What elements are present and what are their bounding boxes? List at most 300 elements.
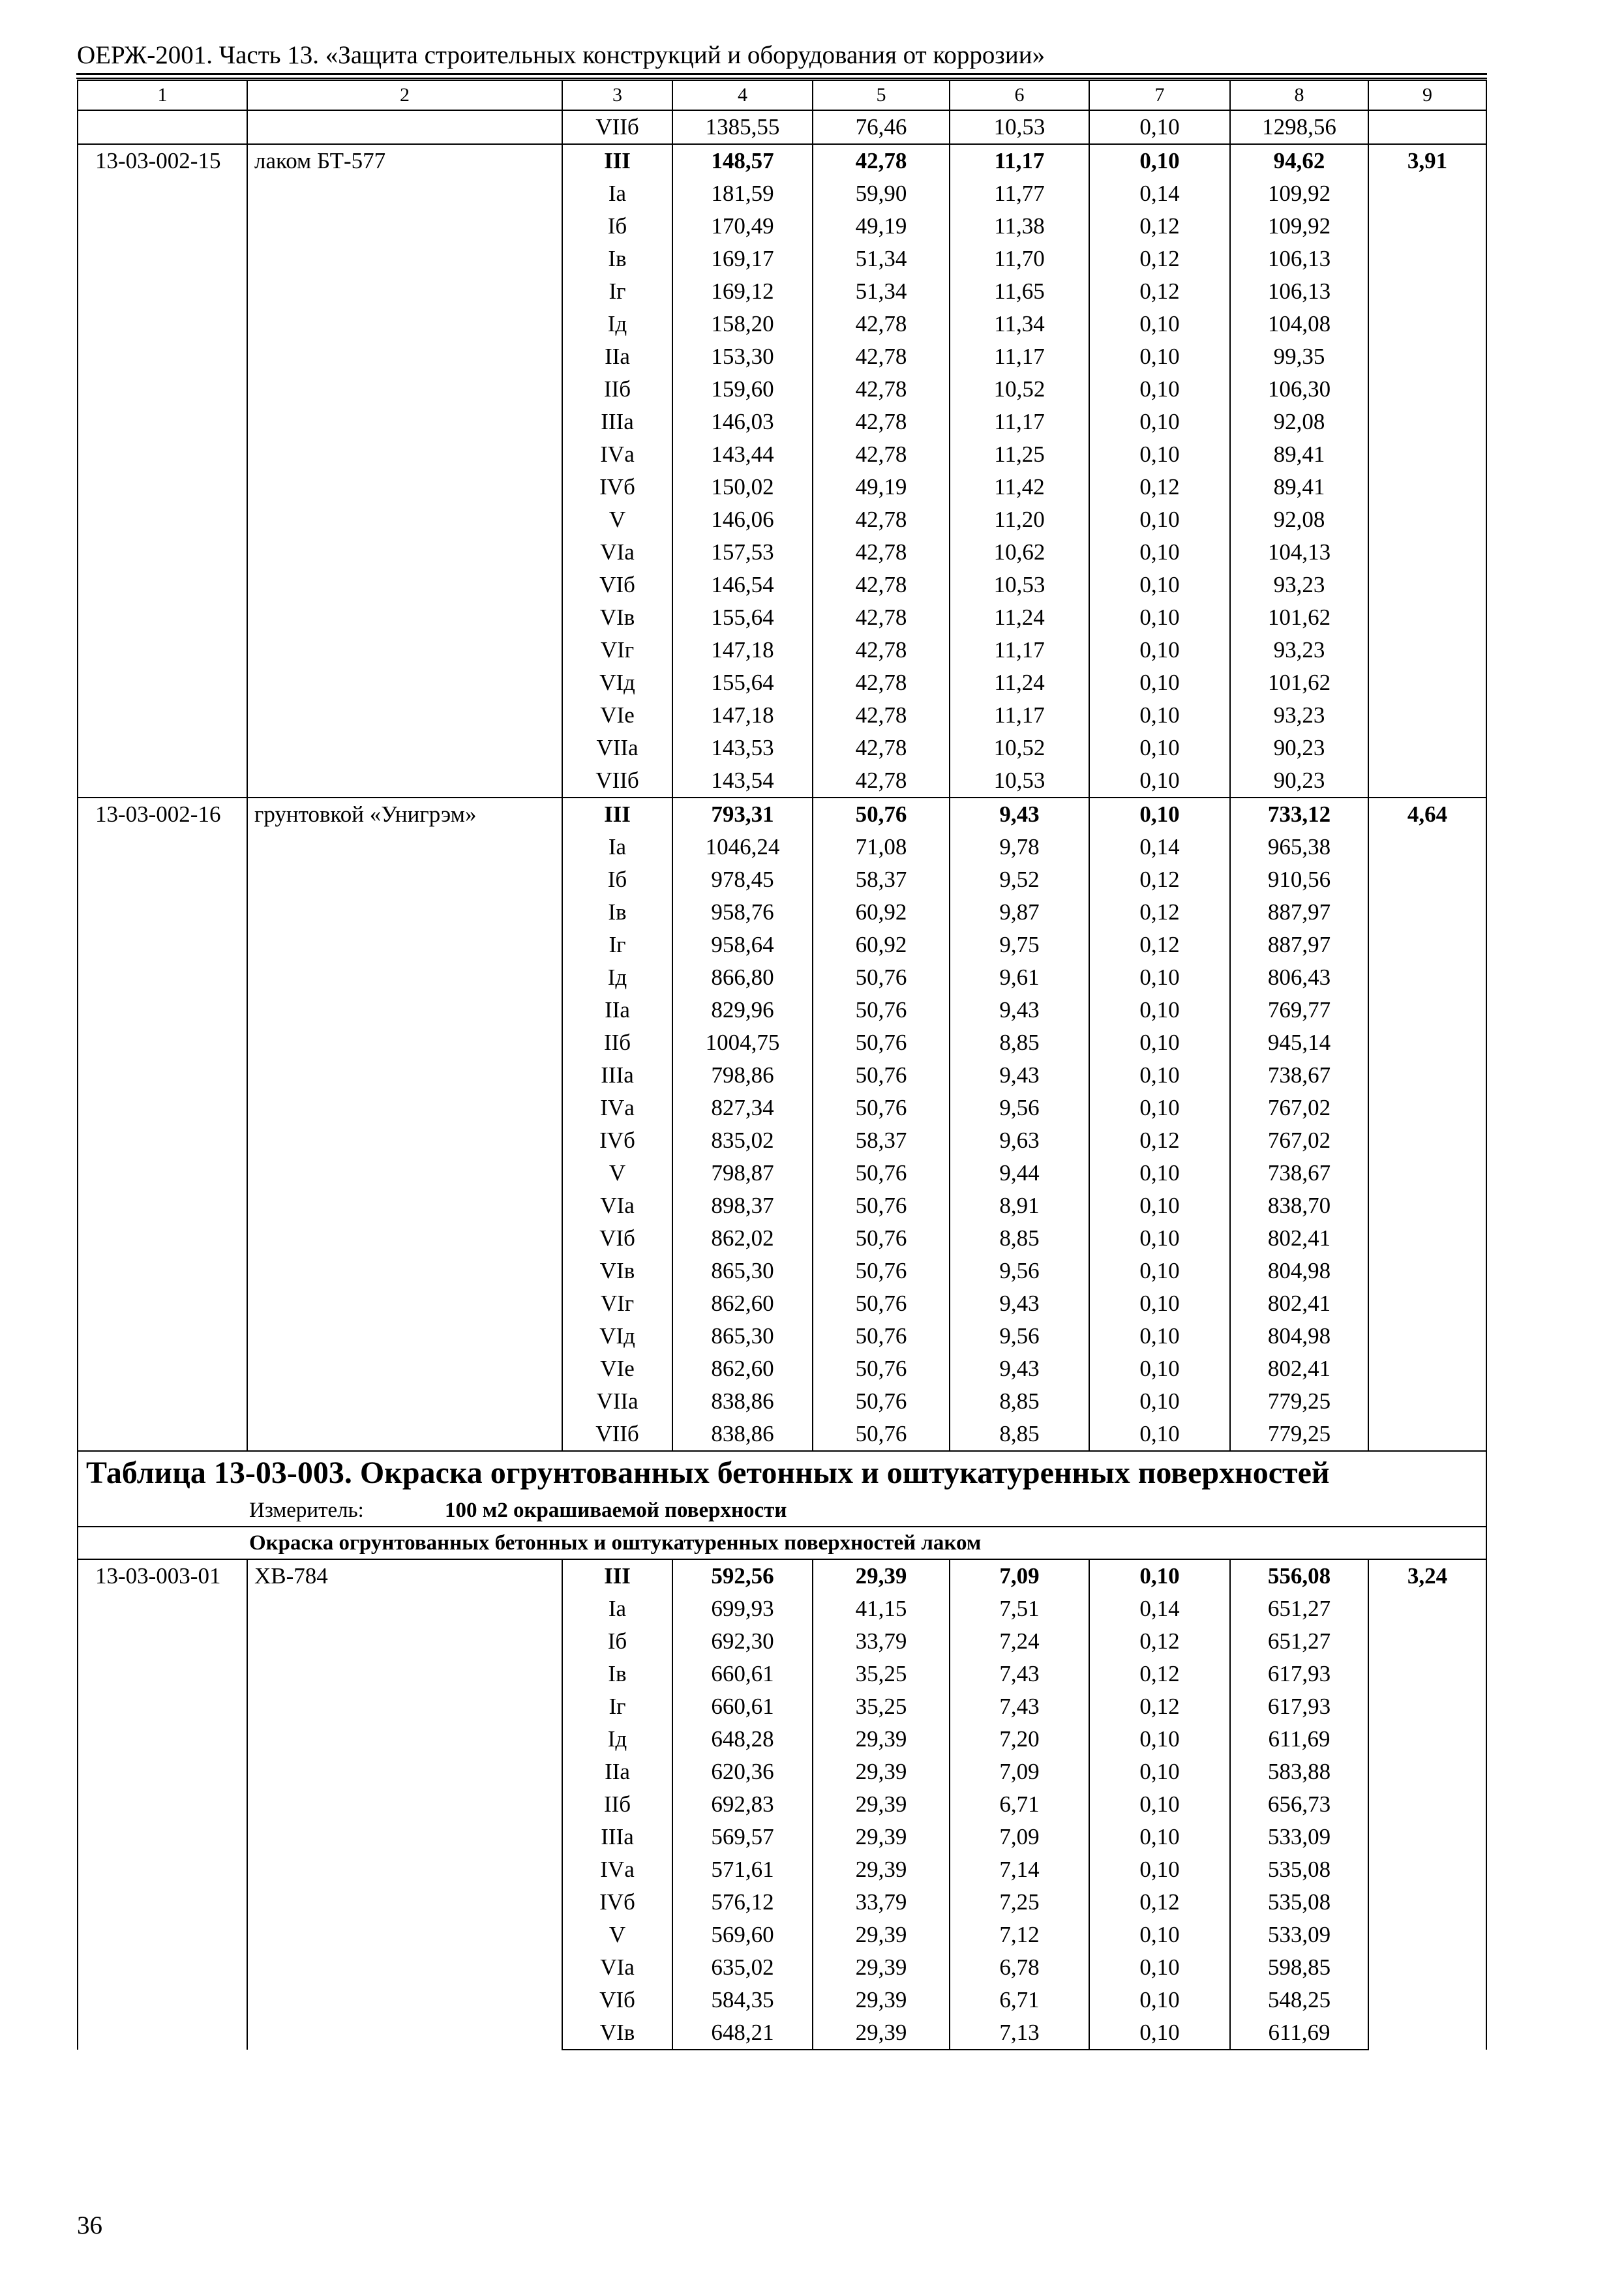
machine-cost: 7,25 xyxy=(950,1886,1089,1919)
machine-cost: 10,53 xyxy=(950,110,1089,144)
wages: 49,19 xyxy=(813,210,950,243)
zone-cell: Iв xyxy=(562,896,672,929)
machinist-wages: 0,10 xyxy=(1089,1418,1230,1451)
machine-cost: 11,25 xyxy=(950,438,1089,471)
total-cost: 862,60 xyxy=(672,1287,813,1320)
machine-cost: 7,51 xyxy=(950,1593,1089,1625)
zone-cell: VIIб xyxy=(562,1418,672,1451)
machine-cost: 9,87 xyxy=(950,896,1089,929)
machinist-wages: 0,10 xyxy=(1089,110,1230,144)
machinist-wages: 0,12 xyxy=(1089,210,1230,243)
machine-cost: 10,53 xyxy=(950,569,1089,601)
wages: 35,25 xyxy=(813,1690,950,1723)
machinist-wages: 0,10 xyxy=(1089,732,1230,764)
total-cost: 569,57 xyxy=(672,1821,813,1853)
wages: 29,39 xyxy=(813,2016,950,2050)
work-name xyxy=(247,110,562,144)
estimate-table xyxy=(77,80,1487,2050)
wages: 51,34 xyxy=(813,275,950,308)
total-cost: 576,12 xyxy=(672,1886,813,1919)
zone-cell: IVб xyxy=(562,1886,672,1919)
rate-code: 13-03-002-16 xyxy=(78,798,247,1451)
total-cost: 660,61 xyxy=(672,1690,813,1723)
materials-cost: 769,77 xyxy=(1230,994,1368,1026)
zone-cell: Iа xyxy=(562,177,672,210)
rate-code xyxy=(78,110,247,144)
zone-cell: VIIа xyxy=(562,732,672,764)
labor-cost: 3,24 xyxy=(1368,1559,1486,2050)
wages: 42,78 xyxy=(813,406,950,438)
zone-cell: IVб xyxy=(562,471,672,503)
machinist-wages: 0,12 xyxy=(1089,1658,1230,1690)
machinist-wages: 0,12 xyxy=(1089,863,1230,896)
machinist-wages: 0,10 xyxy=(1089,1853,1230,1886)
machine-cost: 8,85 xyxy=(950,1222,1089,1255)
wages: 50,76 xyxy=(813,1059,950,1092)
machine-cost: 11,70 xyxy=(950,243,1089,275)
zone-cell: Iа xyxy=(562,831,672,863)
materials-cost: 598,85 xyxy=(1230,1951,1368,1984)
wages: 42,78 xyxy=(813,764,950,798)
page-header: ОЕРЖ-2001. Часть 13. «Защита строительных конструкций и оборудования от коррозии» xyxy=(77,41,1045,69)
total-cost: 157,53 xyxy=(672,536,813,569)
machinist-wages: 0,10 xyxy=(1089,536,1230,569)
zone-cell: Iв xyxy=(562,243,672,275)
machine-cost: 7,09 xyxy=(950,1756,1089,1788)
machine-cost: 7,13 xyxy=(950,2016,1089,2050)
machinist-wages: 0,12 xyxy=(1089,1886,1230,1919)
wages: 42,78 xyxy=(813,503,950,536)
machine-cost: 9,43 xyxy=(950,1353,1089,1385)
wages: 51,34 xyxy=(813,243,950,275)
machine-cost: 9,56 xyxy=(950,1255,1089,1287)
machinist-wages: 0,10 xyxy=(1089,994,1230,1026)
zone-cell: V xyxy=(562,503,672,536)
total-cost: 169,17 xyxy=(672,243,813,275)
wages: 50,76 xyxy=(813,1026,950,1059)
zone-cell: Iб xyxy=(562,863,672,896)
wages: 50,76 xyxy=(813,1418,950,1451)
machinist-wages: 0,10 xyxy=(1089,1723,1230,1756)
total-cost: 692,30 xyxy=(672,1625,813,1658)
zone-cell: VIе xyxy=(562,1353,672,1385)
total-cost: 827,34 xyxy=(672,1092,813,1124)
machine-cost: 9,52 xyxy=(950,863,1089,896)
machinist-wages: 0,10 xyxy=(1089,373,1230,406)
work-name: грунтовкой «Унигрэм» xyxy=(247,798,562,1451)
table-title: Таблица 13-03-003. Окраска огрунтованных бетонных и оштукатуренных поверхностей xyxy=(78,1451,1486,1495)
materials-cost: 767,02 xyxy=(1230,1124,1368,1157)
machinist-wages: 0,10 xyxy=(1089,1919,1230,1951)
wages: 29,39 xyxy=(813,1788,950,1821)
zone-cell: VIIа xyxy=(562,1385,672,1418)
total-cost: 584,35 xyxy=(672,1984,813,2016)
materials-cost: 104,08 xyxy=(1230,308,1368,340)
total-cost: 592,56 xyxy=(672,1559,813,1593)
materials-cost: 533,09 xyxy=(1230,1821,1368,1853)
subtitle-row xyxy=(78,1527,1486,1559)
zone-cell: VIе xyxy=(562,699,672,732)
zone-cell: Iг xyxy=(562,929,672,961)
wages: 58,37 xyxy=(813,863,950,896)
zone-cell: VIа xyxy=(562,1189,672,1222)
total-cost: 898,37 xyxy=(672,1189,813,1222)
column-number: 3 xyxy=(562,80,672,110)
machine-cost: 7,20 xyxy=(950,1723,1089,1756)
machinist-wages: 0,10 xyxy=(1089,666,1230,699)
wages: 71,08 xyxy=(813,831,950,863)
materials-cost: 887,97 xyxy=(1230,929,1368,961)
materials-cost: 887,97 xyxy=(1230,896,1368,929)
wages: 50,76 xyxy=(813,1353,950,1385)
zone-cell: IIб xyxy=(562,1026,672,1059)
materials-cost: 767,02 xyxy=(1230,1092,1368,1124)
machine-cost: 11,24 xyxy=(950,666,1089,699)
wages: 50,76 xyxy=(813,1320,950,1353)
materials-cost: 106,13 xyxy=(1230,275,1368,308)
machinist-wages: 0,10 xyxy=(1089,1559,1230,1593)
machinist-wages: 0,10 xyxy=(1089,1353,1230,1385)
section-subtitle: Окраска огрунтованных бетонных и оштукатуренных поверхностей лаком xyxy=(249,1531,982,1555)
zone-cell: IVб xyxy=(562,1124,672,1157)
machinist-wages: 0,10 xyxy=(1089,1189,1230,1222)
machinist-wages: 0,14 xyxy=(1089,831,1230,863)
materials-cost: 101,62 xyxy=(1230,666,1368,699)
machine-cost: 7,43 xyxy=(950,1690,1089,1723)
table-row xyxy=(78,110,1486,144)
zone-cell: IIб xyxy=(562,373,672,406)
materials-cost: 90,23 xyxy=(1230,764,1368,798)
wages: 29,39 xyxy=(813,1559,950,1593)
total-cost: 635,02 xyxy=(672,1951,813,1984)
machinist-wages: 0,10 xyxy=(1089,1026,1230,1059)
machinist-wages: 0,10 xyxy=(1089,1756,1230,1788)
machinist-wages: 0,12 xyxy=(1089,1124,1230,1157)
materials-cost: 806,43 xyxy=(1230,961,1368,994)
total-cost: 147,18 xyxy=(672,634,813,666)
table-body xyxy=(78,80,1486,2050)
machine-cost: 7,09 xyxy=(950,1559,1089,1593)
machinist-wages: 0,10 xyxy=(1089,1821,1230,1853)
work-name: лаком БТ-577 xyxy=(247,144,562,798)
zone-cell: VIд xyxy=(562,666,672,699)
wages: 50,76 xyxy=(813,961,950,994)
materials-cost: 106,13 xyxy=(1230,243,1368,275)
zone-cell: IIа xyxy=(562,1756,672,1788)
total-cost: 838,86 xyxy=(672,1385,813,1418)
header-rule xyxy=(76,73,1487,75)
machinist-wages: 0,12 xyxy=(1089,929,1230,961)
wages: 60,92 xyxy=(813,896,950,929)
total-cost: 978,45 xyxy=(672,863,813,896)
zone-cell: VIа xyxy=(562,536,672,569)
wages: 50,76 xyxy=(813,994,950,1026)
total-cost: 692,83 xyxy=(672,1788,813,1821)
total-cost: 958,64 xyxy=(672,929,813,961)
machine-cost: 11,17 xyxy=(950,699,1089,732)
materials-cost: 611,69 xyxy=(1230,1723,1368,1756)
wages: 50,76 xyxy=(813,798,950,831)
machinist-wages: 0,10 xyxy=(1089,1059,1230,1092)
machinist-wages: 0,10 xyxy=(1089,144,1230,177)
machinist-wages: 0,10 xyxy=(1089,1788,1230,1821)
machine-cost: 9,43 xyxy=(950,798,1089,831)
wages: 42,78 xyxy=(813,732,950,764)
machinist-wages: 0,10 xyxy=(1089,601,1230,634)
wages: 29,39 xyxy=(813,1951,950,1984)
wages: 76,46 xyxy=(813,110,950,144)
total-cost: 158,20 xyxy=(672,308,813,340)
total-cost: 620,36 xyxy=(672,1756,813,1788)
labor-cost: 4,64 xyxy=(1368,798,1486,1451)
materials-cost: 804,98 xyxy=(1230,1320,1368,1353)
machine-cost: 11,77 xyxy=(950,177,1089,210)
total-cost: 169,12 xyxy=(672,275,813,308)
machine-cost: 7,14 xyxy=(950,1853,1089,1886)
machinist-wages: 0,10 xyxy=(1089,699,1230,732)
machine-cost: 11,17 xyxy=(950,340,1089,373)
total-cost: 155,64 xyxy=(672,601,813,634)
total-cost: 155,64 xyxy=(672,666,813,699)
machine-cost: 8,85 xyxy=(950,1385,1089,1418)
zone-cell: VIв xyxy=(562,2016,672,2050)
wages: 50,76 xyxy=(813,1255,950,1287)
wages: 33,79 xyxy=(813,1886,950,1919)
column-number: 8 xyxy=(1230,80,1368,110)
machinist-wages: 0,10 xyxy=(1089,569,1230,601)
zone-cell: III xyxy=(562,144,672,177)
total-cost: 150,02 xyxy=(672,471,813,503)
machinist-wages: 0,10 xyxy=(1089,798,1230,831)
materials-cost: 535,08 xyxy=(1230,1853,1368,1886)
table-row xyxy=(78,1559,1486,1593)
wages: 50,76 xyxy=(813,1189,950,1222)
zone-cell: IIIа xyxy=(562,406,672,438)
materials-cost: 93,23 xyxy=(1230,634,1368,666)
measure-cell xyxy=(78,1495,1486,1527)
wages: 42,78 xyxy=(813,601,950,634)
materials-cost: 92,08 xyxy=(1230,406,1368,438)
materials-cost: 548,25 xyxy=(1230,1984,1368,2016)
labor-cost: 3,91 xyxy=(1368,144,1486,798)
machinist-wages: 0,10 xyxy=(1089,1157,1230,1189)
machine-cost: 6,71 xyxy=(950,1788,1089,1821)
zone-cell: VIа xyxy=(562,1951,672,1984)
column-number: 4 xyxy=(672,80,813,110)
machine-cost: 9,43 xyxy=(950,1059,1089,1092)
materials-cost: 617,93 xyxy=(1230,1690,1368,1723)
zone-cell: IIа xyxy=(562,994,672,1026)
zone-cell: VIв xyxy=(562,1255,672,1287)
materials-cost: 779,25 xyxy=(1230,1385,1368,1418)
wages: 33,79 xyxy=(813,1625,950,1658)
zone-cell: Iв xyxy=(562,1658,672,1690)
machine-cost: 9,43 xyxy=(950,1287,1089,1320)
materials-cost: 656,73 xyxy=(1230,1788,1368,1821)
wages: 42,78 xyxy=(813,340,950,373)
materials-cost: 802,41 xyxy=(1230,1222,1368,1255)
wages: 42,78 xyxy=(813,438,950,471)
wages: 49,19 xyxy=(813,471,950,503)
machinist-wages: 0,12 xyxy=(1089,243,1230,275)
wages: 42,78 xyxy=(813,666,950,699)
total-cost: 648,28 xyxy=(672,1723,813,1756)
total-cost: 798,87 xyxy=(672,1157,813,1189)
total-cost: 143,54 xyxy=(672,764,813,798)
machinist-wages: 0,10 xyxy=(1089,308,1230,340)
machinist-wages: 0,10 xyxy=(1089,340,1230,373)
zone-cell: VIд xyxy=(562,1320,672,1353)
zone-cell: Iд xyxy=(562,1723,672,1756)
machine-cost: 7,43 xyxy=(950,1658,1089,1690)
column-number: 5 xyxy=(813,80,950,110)
materials-cost: 945,14 xyxy=(1230,1026,1368,1059)
machinist-wages: 0,12 xyxy=(1089,1690,1230,1723)
zone-cell: Iд xyxy=(562,308,672,340)
machine-cost: 10,53 xyxy=(950,764,1089,798)
machine-cost: 11,20 xyxy=(950,503,1089,536)
machinist-wages: 0,10 xyxy=(1089,1092,1230,1124)
total-cost: 648,21 xyxy=(672,2016,813,2050)
materials-cost: 101,62 xyxy=(1230,601,1368,634)
materials-cost: 804,98 xyxy=(1230,1255,1368,1287)
machinist-wages: 0,12 xyxy=(1089,275,1230,308)
zone-cell: IVа xyxy=(562,1853,672,1886)
total-cost: 1046,24 xyxy=(672,831,813,863)
materials-cost: 535,08 xyxy=(1230,1886,1368,1919)
machine-cost: 10,52 xyxy=(950,373,1089,406)
wages: 60,92 xyxy=(813,929,950,961)
materials-cost: 611,69 xyxy=(1230,2016,1368,2050)
total-cost: 143,53 xyxy=(672,732,813,764)
materials-cost: 733,12 xyxy=(1230,798,1368,831)
wages: 42,78 xyxy=(813,144,950,177)
zone-cell: Iа xyxy=(562,1593,672,1625)
total-cost: 571,61 xyxy=(672,1853,813,1886)
materials-cost: 109,92 xyxy=(1230,177,1368,210)
machinist-wages: 0,12 xyxy=(1089,1625,1230,1658)
zone-cell: VIб xyxy=(562,569,672,601)
column-number-row xyxy=(78,80,1486,110)
zone-cell: Iд xyxy=(562,961,672,994)
machinist-wages: 0,10 xyxy=(1089,961,1230,994)
wages: 29,39 xyxy=(813,1853,950,1886)
zone-cell: VIIб xyxy=(562,764,672,798)
zone-cell: VIв xyxy=(562,601,672,634)
total-cost: 798,86 xyxy=(672,1059,813,1092)
machinist-wages: 0,10 xyxy=(1089,1320,1230,1353)
column-number: 9 xyxy=(1368,80,1486,110)
header-rule-thin xyxy=(76,78,1487,79)
zone-cell: Iб xyxy=(562,1625,672,1658)
machine-cost: 11,17 xyxy=(950,144,1089,177)
subtitle-cell xyxy=(78,1527,1486,1559)
zone-cell: IIIа xyxy=(562,1821,672,1853)
wages: 42,78 xyxy=(813,536,950,569)
column-number: 2 xyxy=(247,80,562,110)
total-cost: 1385,55 xyxy=(672,110,813,144)
materials-cost: 89,41 xyxy=(1230,438,1368,471)
materials-cost: 802,41 xyxy=(1230,1287,1368,1320)
machine-cost: 9,61 xyxy=(950,961,1089,994)
materials-cost: 93,23 xyxy=(1230,699,1368,732)
materials-cost: 99,35 xyxy=(1230,340,1368,373)
machinist-wages: 0,10 xyxy=(1089,1385,1230,1418)
total-cost: 862,60 xyxy=(672,1353,813,1385)
zone-cell: IIб xyxy=(562,1788,672,1821)
zone-cell: VIг xyxy=(562,634,672,666)
materials-cost: 802,41 xyxy=(1230,1353,1368,1385)
machinist-wages: 0,12 xyxy=(1089,471,1230,503)
machine-cost: 11,34 xyxy=(950,308,1089,340)
total-cost: 862,02 xyxy=(672,1222,813,1255)
total-cost: 699,93 xyxy=(672,1593,813,1625)
wages: 29,39 xyxy=(813,1723,950,1756)
materials-cost: 93,23 xyxy=(1230,569,1368,601)
machinist-wages: 0,10 xyxy=(1089,1984,1230,2016)
materials-cost: 104,13 xyxy=(1230,536,1368,569)
materials-cost: 910,56 xyxy=(1230,863,1368,896)
wages: 41,15 xyxy=(813,1593,950,1625)
machine-cost: 9,43 xyxy=(950,994,1089,1026)
machine-cost: 7,09 xyxy=(950,1821,1089,1853)
machine-cost: 9,75 xyxy=(950,929,1089,961)
machine-cost: 11,17 xyxy=(950,634,1089,666)
machinist-wages: 0,10 xyxy=(1089,406,1230,438)
column-number: 7 xyxy=(1089,80,1230,110)
machine-cost: 9,44 xyxy=(950,1157,1089,1189)
wages: 42,78 xyxy=(813,373,950,406)
wages: 50,76 xyxy=(813,1385,950,1418)
materials-cost: 651,27 xyxy=(1230,1625,1368,1658)
total-cost: 660,61 xyxy=(672,1658,813,1690)
machine-cost: 11,65 xyxy=(950,275,1089,308)
wages: 50,76 xyxy=(813,1222,950,1255)
materials-cost: 617,93 xyxy=(1230,1658,1368,1690)
total-cost: 147,18 xyxy=(672,699,813,732)
machine-cost: 10,52 xyxy=(950,732,1089,764)
total-cost: 569,60 xyxy=(672,1919,813,1951)
machinist-wages: 0,10 xyxy=(1089,503,1230,536)
materials-cost: 651,27 xyxy=(1230,1593,1368,1625)
wages: 42,78 xyxy=(813,699,950,732)
zone-cell: VIб xyxy=(562,1222,672,1255)
machinist-wages: 0,10 xyxy=(1089,764,1230,798)
wages: 29,39 xyxy=(813,1756,950,1788)
total-cost: 146,03 xyxy=(672,406,813,438)
machine-cost: 9,63 xyxy=(950,1124,1089,1157)
machine-cost: 7,12 xyxy=(950,1919,1089,1951)
zone-cell: IVа xyxy=(562,438,672,471)
total-cost: 865,30 xyxy=(672,1320,813,1353)
machine-cost: 11,42 xyxy=(950,471,1089,503)
materials-cost: 92,08 xyxy=(1230,503,1368,536)
zone-cell: VIIб xyxy=(562,110,672,144)
total-cost: 181,59 xyxy=(672,177,813,210)
zone-cell: VIг xyxy=(562,1287,672,1320)
machinist-wages: 0,12 xyxy=(1089,896,1230,929)
materials-cost: 738,67 xyxy=(1230,1157,1368,1189)
total-cost: 838,86 xyxy=(672,1418,813,1451)
total-cost: 170,49 xyxy=(672,210,813,243)
materials-cost: 556,08 xyxy=(1230,1559,1368,1593)
materials-cost: 965,38 xyxy=(1230,831,1368,863)
machine-cost: 9,78 xyxy=(950,831,1089,863)
zone-cell: IIа xyxy=(562,340,672,373)
materials-cost: 583,88 xyxy=(1230,1756,1368,1788)
machinist-wages: 0,10 xyxy=(1089,634,1230,666)
zone-cell: Iб xyxy=(562,210,672,243)
